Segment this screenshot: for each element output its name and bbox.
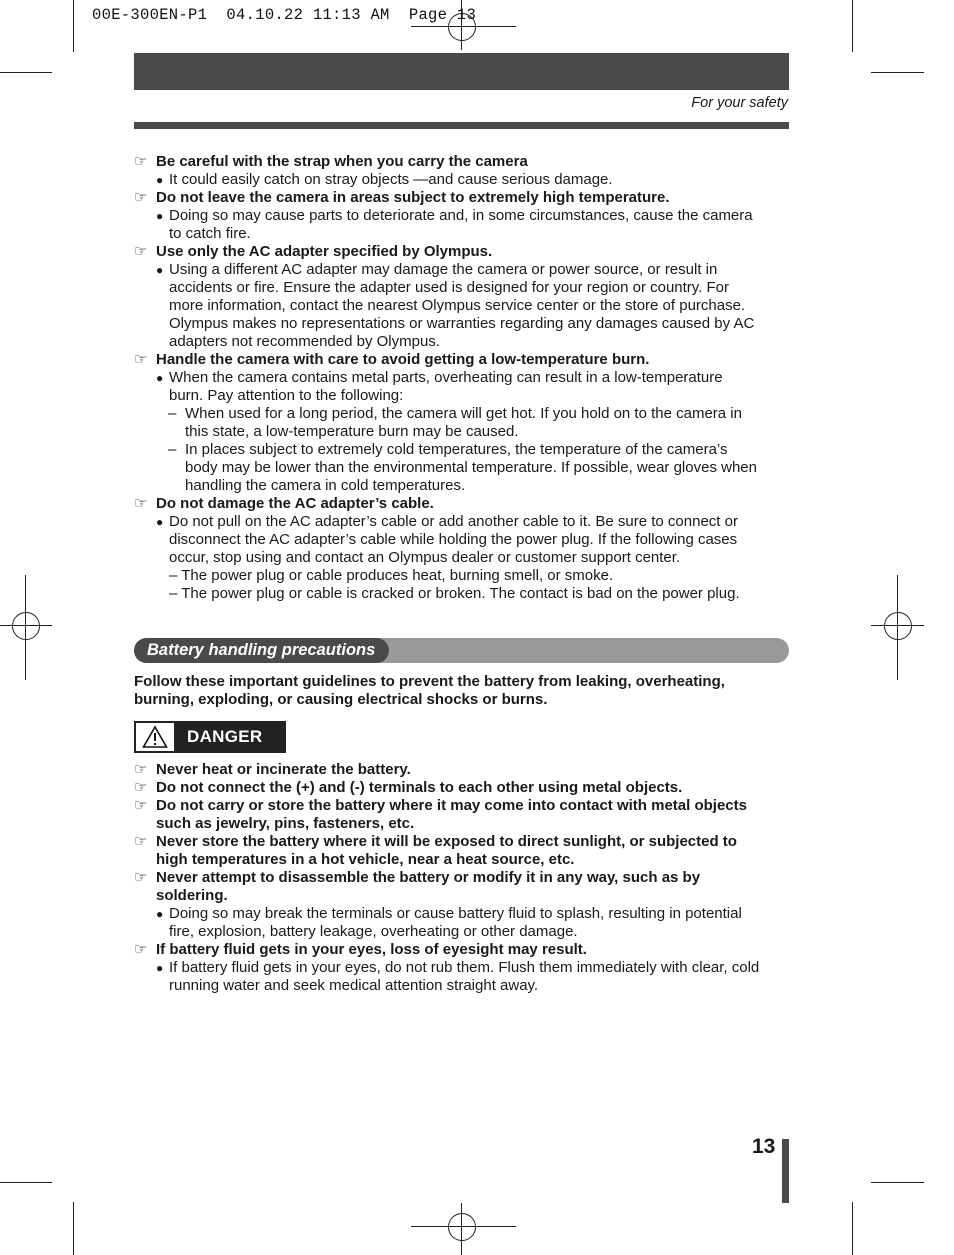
bullet-continuation: Olympus makes no representations or warranties regarding any damages caused by AC [169, 315, 755, 332]
dash-continuation: handling the camera in cold temperatures. [185, 477, 466, 494]
registration-mark [871, 625, 924, 626]
bullet-continuation: disconnect the AC adapter’s cable while holding the power plug. If the following cases [169, 531, 738, 548]
registration-mark [448, 1213, 476, 1241]
item-heading: ☞ Do not damage the AC adapter’s cable. [134, 495, 434, 512]
crop-mark [0, 1182, 52, 1183]
dash-item: – When used for a long period, the camera will get hot. If you hold on to the camera in [168, 405, 742, 422]
bullet-continuation: burn. Pay attention to the following: [169, 387, 404, 404]
pointing-hand-icon: ☞ [134, 941, 148, 958]
bullet-continuation: more information, contact the nearest Olympus service center or the store of purchase. [169, 297, 746, 314]
page-edge-tab [782, 1139, 789, 1203]
bullet-icon: ● [156, 907, 164, 921]
page-number: 13 [752, 1135, 776, 1158]
registration-mark [897, 575, 898, 680]
section-title: Battery handling precautions [134, 638, 389, 663]
case-line: – The power plug or cable is cracked or broken. The contact is bad on the power plug. [169, 585, 740, 602]
crop-mark [852, 1202, 853, 1255]
bullet-continuation: running water and seek medical attention straight away. [169, 977, 539, 994]
item-heading: ☞ Do not connect the (+) and (-) terminals to each other using metal objects. [134, 779, 683, 796]
pointing-hand-icon: ☞ [134, 495, 148, 512]
crop-mark [73, 0, 74, 52]
danger-label: DANGER [187, 727, 263, 746]
bullet-icon: ● [156, 209, 164, 223]
crop-mark [871, 72, 924, 73]
bullet-item: ● Doing so may break the terminals or cause battery fluid to splash, resulting in potential [156, 905, 742, 922]
danger-label-box [134, 721, 286, 753]
pointing-hand-icon: ☞ [134, 153, 148, 170]
dash-continuation: body may be lower than the environmental temperature. If possible, wear gloves when [185, 459, 757, 476]
section-intro: Follow these important guidelines to prevent the battery from leaking, overheating, burning, exploding, or causing electrical shocks or burns. [134, 673, 725, 708]
bullet-icon: ● [156, 961, 164, 975]
item-heading: ☞ Do not leave the camera in areas subject to extremely high temperature. [134, 189, 670, 206]
bullet-item: ● When the camera contains metal parts, overheating can result in a low-temperature [156, 369, 723, 386]
pointing-hand-icon: ☞ [134, 869, 148, 886]
bullet-continuation: occur, stop using and contact an Olympus dealer or customer support center. [169, 549, 681, 566]
item-heading: ☞ Handle the camera with care to avoid getting a low-temperature burn. [134, 351, 650, 368]
pointing-hand-icon: ☞ [134, 189, 148, 206]
item-heading: ☞ Be careful with the strap when you carry the camera [134, 153, 528, 170]
bullet-icon: ● [156, 263, 164, 277]
case-line: – The power plug or cable produces heat, burning smell, or smoke. [169, 567, 614, 584]
bullet-item: ● Doing so may cause parts to deteriorate and, in some circumstances, cause the camera [156, 207, 753, 224]
header-bar [134, 53, 789, 90]
section-banner [134, 638, 789, 663]
section-label: For your safety [691, 95, 788, 111]
crop-mark [0, 72, 52, 73]
registration-mark [12, 612, 40, 640]
item-heading: ☞ Never heat or incinerate the battery. [134, 761, 411, 778]
dash-item: – In places subject to extremely cold temperatures, the temperature of the camera’s [168, 441, 728, 458]
registration-mark [411, 26, 516, 27]
bullet-continuation: fire, explosion, battery leakage, overheating or other damage. [169, 923, 578, 940]
safety-items [134, 153, 790, 603]
registration-mark [461, 1203, 462, 1255]
bullet-item: ● Using a different AC adapter may damage the camera or power source, or result in [156, 261, 718, 278]
pointing-hand-icon: ☞ [134, 243, 148, 260]
bullet-icon: ● [156, 371, 164, 385]
crop-mark [852, 0, 853, 52]
printer-slug: 00E-300EN-P1 04.10.22 11:13 AM Page 13 [92, 6, 477, 24]
pointing-hand-icon: ☞ [134, 833, 148, 850]
warning-triangle-icon [136, 723, 174, 751]
registration-mark [411, 1226, 516, 1227]
pointing-hand-icon: ☞ [134, 351, 148, 368]
bullet-continuation: accidents or fire. Ensure the adapter used is designed for your region or country. For [169, 279, 730, 296]
crop-mark [871, 1182, 924, 1183]
danger-items [134, 761, 790, 995]
heading-continuation: soldering. [156, 887, 228, 904]
bullet-item: ● Do not pull on the AC adapter’s cable or add another cable to it. Be sure to connect or [156, 513, 738, 530]
bullet-icon: ● [156, 515, 164, 529]
bullet-item: ● If battery fluid gets in your eyes, do not rub them. Flush them immediately with clear, cold [156, 959, 760, 976]
item-heading: ☞ Do not carry or store the battery where it may come into contact with metal objects [134, 797, 747, 814]
pointing-hand-icon: ☞ [134, 797, 148, 814]
registration-mark [25, 575, 26, 680]
header-rule [134, 122, 789, 129]
item-heading: ☞ Never store the battery where it will be exposed to direct sunlight, or subjected to [134, 833, 737, 850]
registration-mark [884, 612, 912, 640]
item-heading: ☞ If battery fluid gets in your eyes, loss of eyesight may result. [134, 941, 587, 958]
bullet-continuation: adapters not recommended by Olympus. [169, 333, 440, 350]
item-heading: ☞ Use only the AC adapter specified by Olympus. [134, 243, 493, 260]
item-heading: ☞ Never attempt to disassemble the battery or modify it in any way, such as by [134, 869, 701, 886]
registration-mark [0, 625, 52, 626]
heading-continuation: such as jewelry, pins, fasteners, etc. [156, 815, 415, 832]
pointing-hand-icon: ☞ [134, 779, 148, 796]
crop-mark [73, 1202, 74, 1255]
heading-continuation: high temperatures in a hot vehicle, near a heat source, etc. [156, 851, 575, 868]
bullet-icon: ● [156, 173, 164, 187]
bullet-item: ● It could easily catch on stray objects —and cause serious damage. [156, 171, 613, 188]
bullet-continuation: to catch fire. [169, 225, 251, 242]
dash-continuation: this state, a low-temperature burn may be caused. [185, 423, 519, 440]
pointing-hand-icon: ☞ [134, 761, 148, 778]
